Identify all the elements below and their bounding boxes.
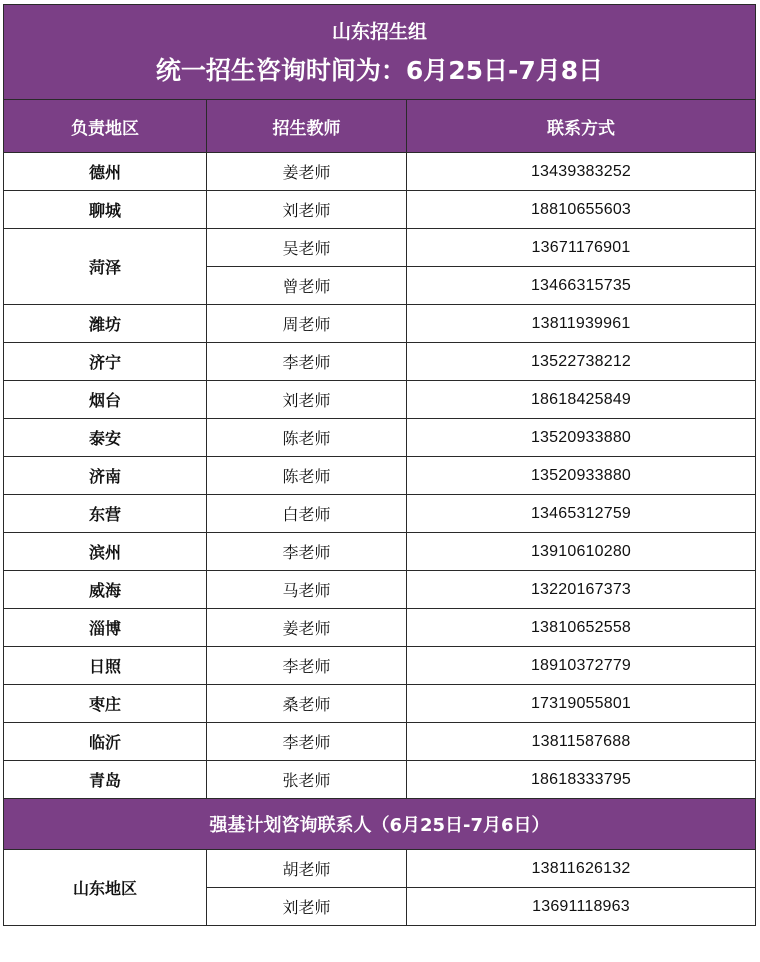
teacher-cell: 姜老师 <box>207 153 407 191</box>
table-row <box>4 419 756 457</box>
group-title: 山东招生组 <box>331 21 427 43</box>
strong-base-section-title: 强基计划咨询联系人（6月25日-7月6日） <box>4 799 756 850</box>
table-row <box>4 761 756 799</box>
region-cell: 泰安 <box>4 419 207 457</box>
table-row <box>4 685 756 723</box>
phone-cell: 13520933880 <box>407 419 756 457</box>
region-cell: 烟台 <box>4 381 207 419</box>
teacher-cell: 李老师 <box>207 647 407 685</box>
phone-cell: 13811587688 <box>407 723 756 761</box>
region-cell: 山东地区 <box>4 850 207 926</box>
region-cell: 济南 <box>4 457 207 495</box>
region-cell: 青岛 <box>4 761 207 799</box>
teacher-cell: 李老师 <box>207 723 407 761</box>
teacher-cell: 周老师 <box>207 305 407 343</box>
column-header-region: 负责地区 <box>4 100 207 153</box>
teacher-cell: 马老师 <box>207 571 407 609</box>
phone-cell: 13671176901 <box>407 229 756 267</box>
teacher-cell: 刘老师 <box>207 381 407 419</box>
consult-time-title: 统一招生咨询时间为：6月25日-7月8日 <box>155 56 604 85</box>
table-row <box>4 381 756 419</box>
teacher-cell: 李老师 <box>207 533 407 571</box>
phone-cell: 13520933880 <box>407 457 756 495</box>
phone-cell: 17319055801 <box>407 685 756 723</box>
table-row <box>4 723 756 761</box>
teacher-cell: 吴老师 <box>207 229 407 267</box>
phone-cell: 13810652558 <box>407 609 756 647</box>
phone-cell: 13811939961 <box>407 305 756 343</box>
table-row <box>4 495 756 533</box>
teacher-cell: 白老师 <box>207 495 407 533</box>
table-row <box>4 305 756 343</box>
table-row <box>4 343 756 381</box>
phone-cell: 18910372779 <box>407 647 756 685</box>
region-cell: 滨州 <box>4 533 207 571</box>
teacher-cell: 曾老师 <box>207 267 407 305</box>
title-cell <box>4 5 756 100</box>
table-row <box>4 647 756 685</box>
teacher-cell: 姜老师 <box>207 609 407 647</box>
phone-cell: 13439383252 <box>407 153 756 191</box>
region-cell: 济宁 <box>4 343 207 381</box>
teacher-cell: 李老师 <box>207 343 407 381</box>
region-cell: 聊城 <box>4 191 207 229</box>
region-cell: 德州 <box>4 153 207 191</box>
table-row <box>4 191 756 229</box>
phone-cell: 13691118963 <box>407 888 756 926</box>
region-cell: 枣庄 <box>4 685 207 723</box>
title-row <box>4 5 756 100</box>
table-row <box>4 609 756 647</box>
region-cell: 菏泽 <box>4 229 207 305</box>
region-cell: 威海 <box>4 571 207 609</box>
region-cell: 潍坊 <box>4 305 207 343</box>
table-row <box>4 153 756 191</box>
contact-table <box>3 4 756 926</box>
table-row <box>4 571 756 609</box>
teacher-cell: 陈老师 <box>207 419 407 457</box>
phone-cell: 18618425849 <box>407 381 756 419</box>
column-header-teacher: 招生教师 <box>207 100 407 153</box>
phone-cell: 13910610280 <box>407 533 756 571</box>
phone-cell: 13465312759 <box>407 495 756 533</box>
region-cell: 淄博 <box>4 609 207 647</box>
table-row <box>4 850 756 888</box>
phone-cell: 13220167373 <box>407 571 756 609</box>
column-header-contact: 联系方式 <box>407 100 756 153</box>
phone-cell: 13811626132 <box>407 850 756 888</box>
teacher-cell: 胡老师 <box>207 850 407 888</box>
teacher-cell: 刘老师 <box>207 888 407 926</box>
region-cell: 东营 <box>4 495 207 533</box>
strong-base-section-row <box>4 799 756 850</box>
table-row <box>4 229 756 267</box>
phone-cell: 18618333795 <box>407 761 756 799</box>
teacher-cell: 刘老师 <box>207 191 407 229</box>
teacher-cell: 桑老师 <box>207 685 407 723</box>
teacher-cell: 张老师 <box>207 761 407 799</box>
table-row <box>4 457 756 495</box>
header-row <box>4 100 756 153</box>
table-row <box>4 533 756 571</box>
teacher-cell: 陈老师 <box>207 457 407 495</box>
region-cell: 日照 <box>4 647 207 685</box>
enrollment-contact-sheet <box>3 4 755 926</box>
phone-cell: 13466315735 <box>407 267 756 305</box>
phone-cell: 18810655603 <box>407 191 756 229</box>
region-cell: 临沂 <box>4 723 207 761</box>
phone-cell: 13522738212 <box>407 343 756 381</box>
